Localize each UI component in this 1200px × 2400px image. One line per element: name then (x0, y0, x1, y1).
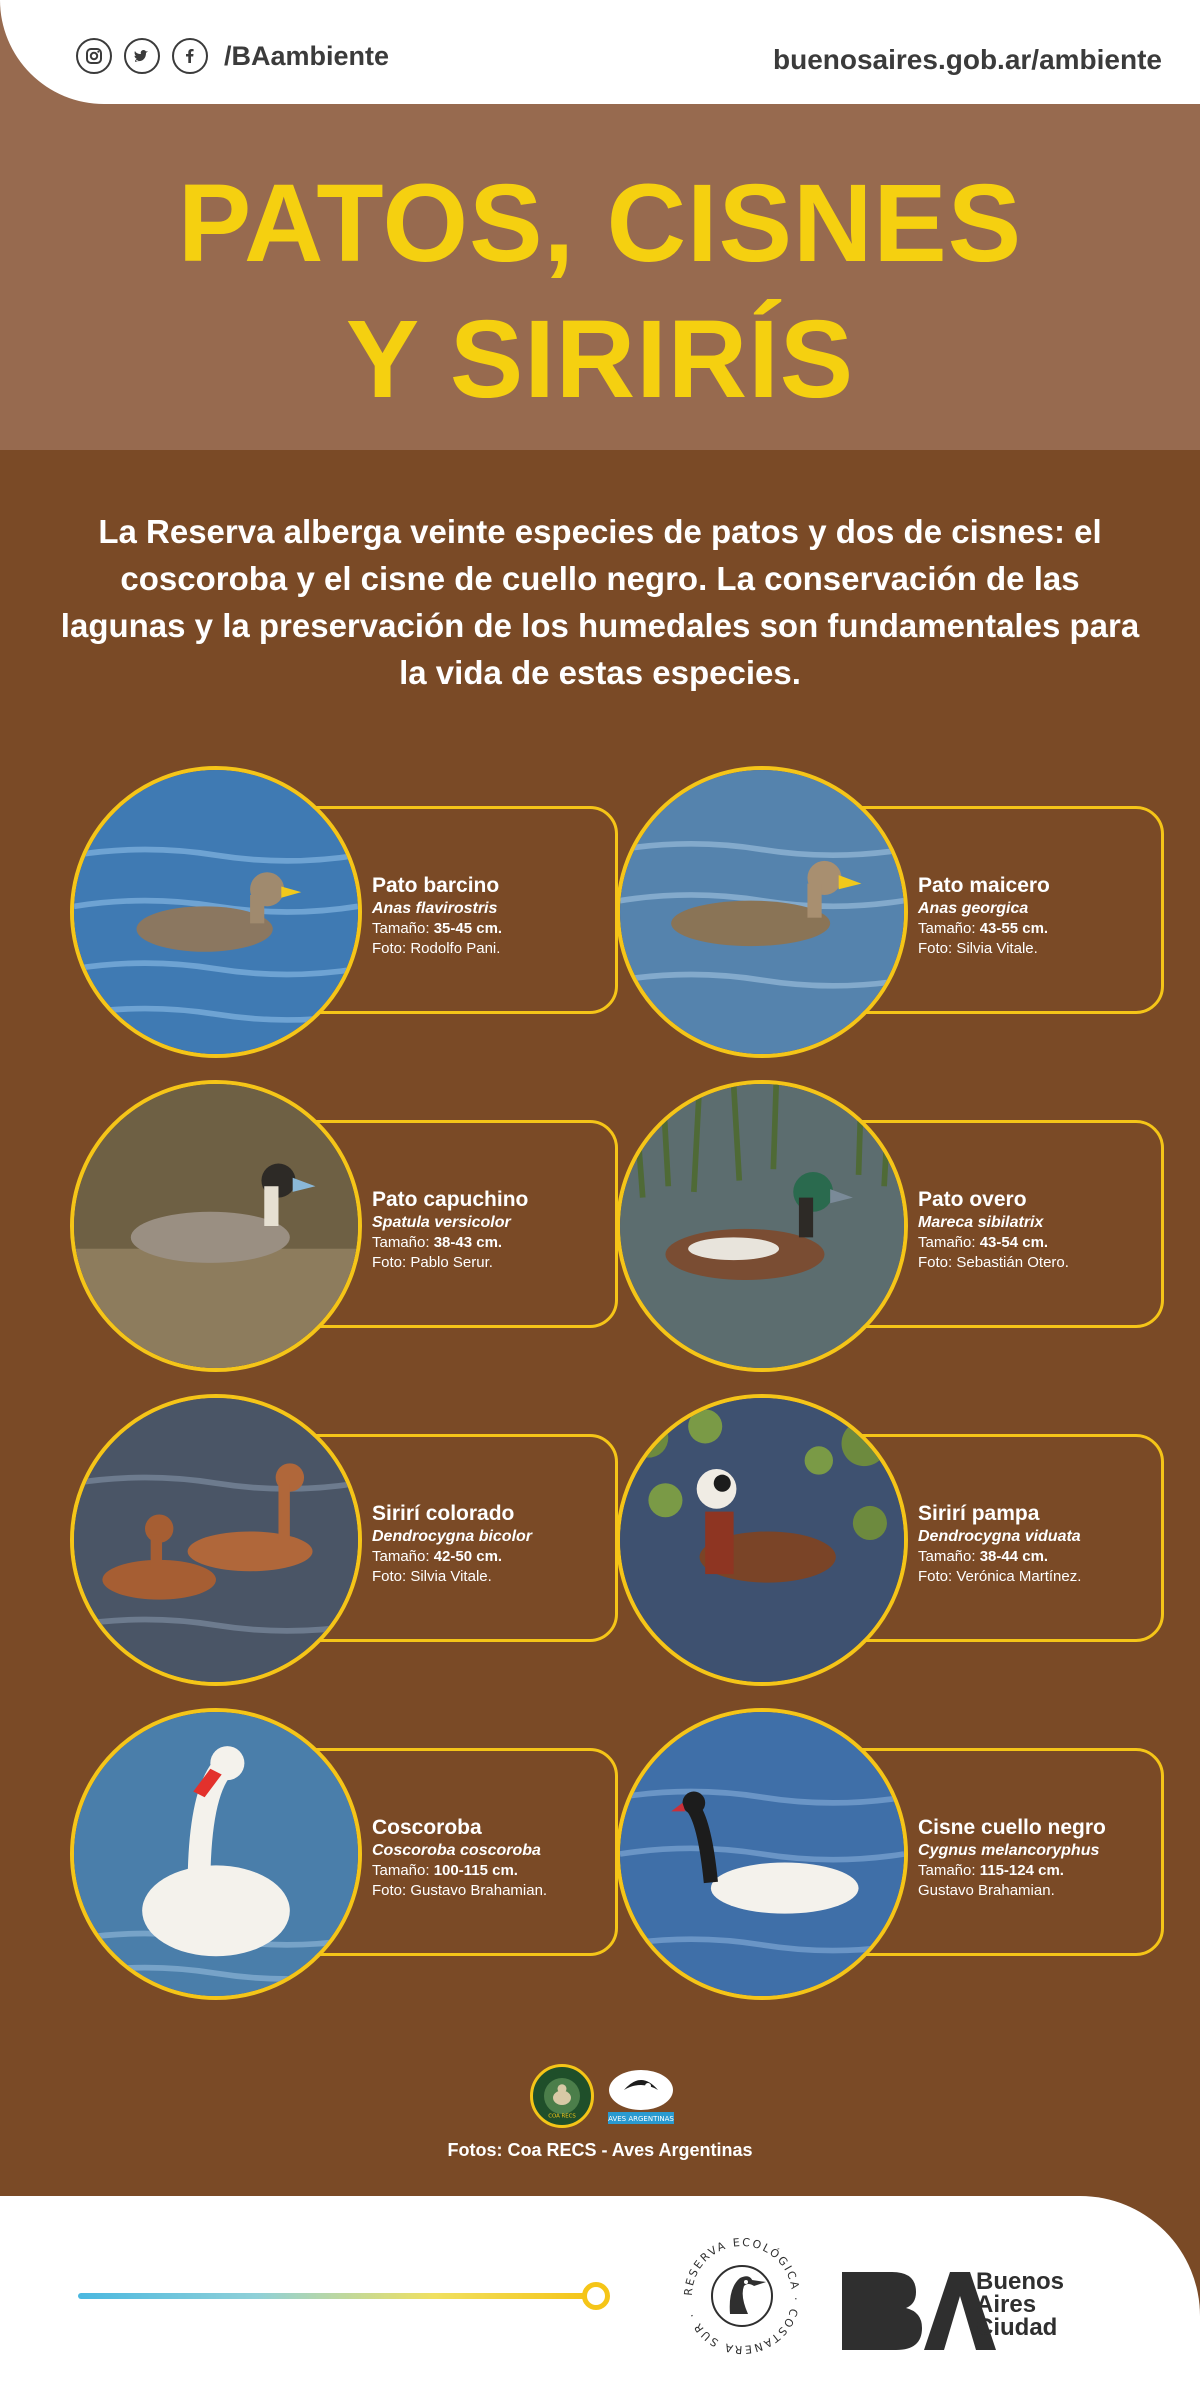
duck-photo (616, 1394, 908, 1686)
species-name: Pato barcino (372, 874, 500, 897)
svg-text:RESERVA ECOLÓGICA · COSTANERA: RESERVA ECOLÓGICA · COSTANERA SUR · (681, 2235, 803, 2357)
facebook-icon[interactable] (172, 38, 208, 74)
species-scientific-name: Anas flavirostris (372, 900, 498, 917)
instagram-icon[interactable] (76, 38, 112, 74)
photo-credit: Foto: Rodolfo Pani. (372, 940, 501, 957)
duck-photo (70, 1394, 362, 1686)
reserva-ecologica-logo (678, 2232, 806, 2360)
swan-photo (70, 1708, 362, 2000)
species-card-pato-maicero (616, 766, 1164, 1058)
svg-text:COA RECS: COA RECS (548, 2113, 576, 2120)
duck-photo (70, 766, 362, 1058)
duck-photo (616, 1080, 908, 1372)
species-scientific-name: Mareca sibilatrix (918, 1214, 1044, 1231)
species-info (918, 1186, 1158, 1273)
species-size: Tamaño: 100-115 cm. (372, 1862, 518, 1879)
species-card-coscoroba (70, 1708, 618, 2000)
page-title (0, 156, 1200, 428)
decorative-progress-line (78, 2293, 588, 2299)
species-scientific-name: Anas georgica (918, 900, 1029, 917)
photo-credit: Foto: Gustavo Brahamian. (372, 1882, 548, 1899)
species-info (372, 1814, 612, 1901)
photo-credit: Foto: Pablo Serur. (372, 1254, 493, 1271)
photo-credit: Foto: Sebastián Otero. (918, 1254, 1069, 1271)
coa-recs-logo (530, 2064, 594, 2128)
social-links (76, 38, 389, 74)
species-card-pato-capuchino (70, 1080, 618, 1372)
photo-credit: Foto: Silvia Vitale. (918, 940, 1038, 957)
species-card-siriri-pampa (616, 1394, 1164, 1686)
site-url-link[interactable]: buenosaires.gob.ar/ambiente (773, 44, 1162, 75)
species-info (918, 1500, 1158, 1587)
partner-logos (530, 2064, 678, 2128)
species-scientific-name: Coscoroba coscoroba (372, 1842, 541, 1859)
species-scientific-name: Dendrocygna bicolor (372, 1528, 533, 1545)
species-name: Coscoroba (372, 1816, 482, 1839)
photo-credit: Foto: Verónica Martínez. (918, 1568, 1082, 1585)
species-name: Sirirí colorado (372, 1502, 515, 1525)
species-name: Pato maicero (918, 874, 1050, 897)
aves-argentinas-logo (604, 2066, 678, 2126)
species-scientific-name: Dendrocygna viduata (918, 1528, 1081, 1545)
species-size: Tamaño: 38-44 cm. (918, 1548, 1049, 1565)
social-handle[interactable]: /BAambiente (224, 40, 390, 71)
species-info (918, 1814, 1158, 1901)
svg-text:AVES ARGENTINAS: AVES ARGENTINAS (608, 2115, 674, 2123)
species-info (372, 1500, 612, 1587)
duck-photo (70, 1080, 362, 1372)
swan-photo (616, 1708, 908, 2000)
progress-dot (582, 2282, 610, 2310)
species-size: Tamaño: 43-54 cm. (918, 1234, 1049, 1251)
species-scientific-name: Spatula versicolor (372, 1214, 511, 1231)
species-size: Tamaño: 43-55 cm. (918, 920, 1049, 937)
title-line-1: PATOS, CISNES (177, 162, 1023, 285)
twitter-icon[interactable] (124, 38, 160, 74)
title-line-2: Y SIRIRÍS (345, 298, 855, 421)
species-card-pato-overo (616, 1080, 1164, 1372)
photo-credit: Gustavo Brahamian. (918, 1882, 1055, 1899)
species-card-pato-barcino (70, 766, 618, 1058)
photo-credits: Fotos: Coa RECS - Aves Argentinas (447, 2140, 753, 2160)
species-card-cisne-cuello-negro (616, 1708, 1164, 2000)
species-info (918, 872, 1158, 959)
species-info (372, 872, 612, 959)
species-size: Tamaño: 115-124 cm. (918, 1862, 1064, 1879)
species-size: Tamaño: 42-50 cm. (372, 1548, 503, 1565)
species-name: Pato overo (918, 1188, 1027, 1211)
species-scientific-name: Cygnus melancoryphus (918, 1842, 1100, 1859)
species-name: Cisne cuello negro (918, 1816, 1106, 1839)
species-name: Sirirí pampa (918, 1502, 1040, 1525)
duck-photo (616, 766, 908, 1058)
species-info (372, 1186, 612, 1273)
species-card-siriri-colorado (70, 1394, 618, 1686)
species-name: Pato capuchino (372, 1188, 529, 1211)
photo-credit: Foto: Silvia Vitale. (372, 1568, 492, 1585)
species-size: Tamaño: 35-45 cm. (372, 920, 503, 937)
ba-logo-text: Buenos Aires Ciudad (976, 2268, 1065, 2341)
intro-text: La Reserva alberga veinte especies de patos y dos de cisnes: el coscoroba y el cisne de cuello negro. La conservación de las lagunas y la preservación de los humedales son fundamentales para la vida de estas especies. (60, 513, 1140, 691)
species-size: Tamaño: 38-43 cm. (372, 1234, 503, 1251)
